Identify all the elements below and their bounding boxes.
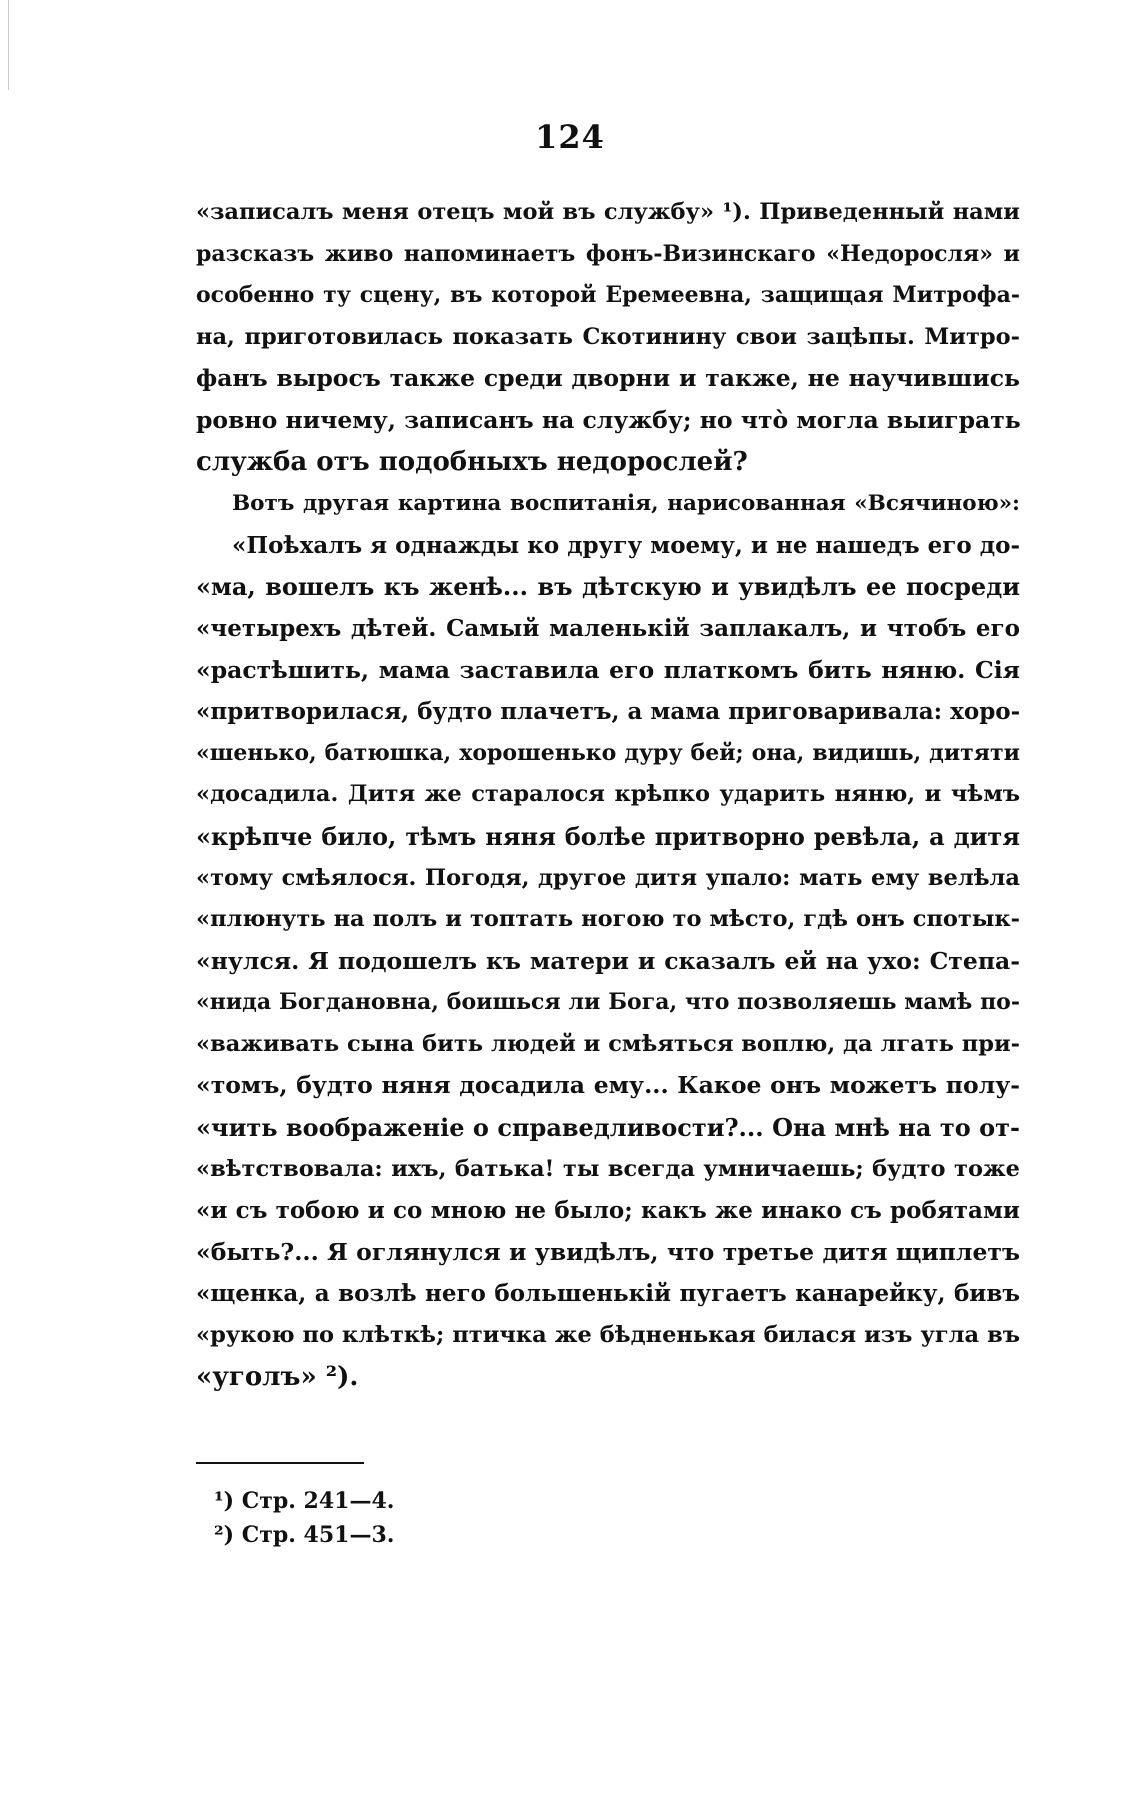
text-line: «ма, вошелъ къ женѣ... въ дѣтскую и увидѣлъ ее посреди [196,572,1020,602]
text-line: «уголъ» ²). [196,1361,359,1392]
text-line: служба отъ подобныхъ недорослей? [196,446,748,477]
text-line: разсказъ живо напоминаетъ фонъ-Визинскаго «Недоросля» и [196,240,1020,267]
text-line: Вотъ другая картина воспитанія, нарисованная «Всячиною»: [232,491,1020,517]
footnote-divider [196,1462,364,1464]
text-line: «тому смѣялося. Погодя, другое дитя упало: мать ему велѣла [196,864,1020,891]
page-number: 124 [535,118,605,156]
text-line: «шенько, батюшка, хорошенько дуру бей; она, видишь, дитяти [196,739,1020,766]
footnote: ¹) Стр. 241—4. [214,1488,395,1514]
text-line: «растѣшить, мама заставила его платкомъ бить няню. Сія [196,655,1020,684]
text-line: «крѣпче било, тѣмъ няня болѣе притворно ревѣла, а дитя [196,821,1020,851]
text-line: фанъ выросъ также среди дворни и также, не научившись [196,364,1020,393]
text-line: «четырехъ дѣтей. Самый маленькій заплакалъ, и чтобъ его [196,614,1020,642]
text-line: «досадила. Дитя же старалося крѣпко ударить няню, и чѣмъ [196,781,1020,808]
text-line: на, приготовилась показать Скотинину свои зацѣпы. Митро- [196,323,1020,350]
footnote: ²) Стр. 451—3. [214,1522,395,1548]
text-line: «важивать сына бить людей и смѣяться воплю, да лгать при- [196,1030,1020,1057]
text-line: «чить воображеніе о справедливости?... Она мнѣ на то от- [196,1113,1020,1143]
text-line: «томъ, будто няня досадила ему... Какое онъ можетъ полу- [196,1071,1020,1100]
text-line: «нулся. Я подошелъ къ матери и сказалъ ей на ухо: Степа- [196,946,1020,975]
text-line: «и съ тобою и со мною не было; какъ же инако съ робятами [196,1197,1020,1225]
text-line: «рукою по клѣткѣ; птичка же бѣдненькая билася изъ угла въ [196,1322,1020,1349]
scan-edge-line [8,0,9,90]
footnotes [214,1484,614,1552]
text-line: «Поѣхалъ я однажды ко другу моему, и не нашедъ его до- [232,531,1020,559]
text-line: «записалъ меня отецъ мой въ службу» ¹). Приведенный нами [196,199,1020,225]
text-line: «щенка, а возлѣ него большенькій пугаетъ канарейку, бивъ [196,1280,1020,1308]
body-text [196,192,1020,1398]
text-line: «плюнуть на полъ и топтать ногою то мѣсто, гдѣ онъ спотык- [196,906,1020,933]
text-line: ровно ничему, записанъ на службу; но что̀ могла выиграть [196,405,1021,434]
text-line: «притворилася, будто плачетъ, а мама приговаривала: хоро- [196,698,1021,726]
text-line: «нида Богдановна, боишься ли Бога, что позволяешь мамѣ по- [196,989,1020,1016]
text-line: «вѣтствовала: ихъ, батька! ты всегда умничаешь; будто тоже [196,1155,1020,1182]
text-line: особенно ту сцену, въ которой Еремеевна, защищая Митрофа- [196,282,1020,309]
text-line: «быть?... Я оглянулся и увидѣлъ, что третье дитя щиплетъ [196,1237,1020,1266]
